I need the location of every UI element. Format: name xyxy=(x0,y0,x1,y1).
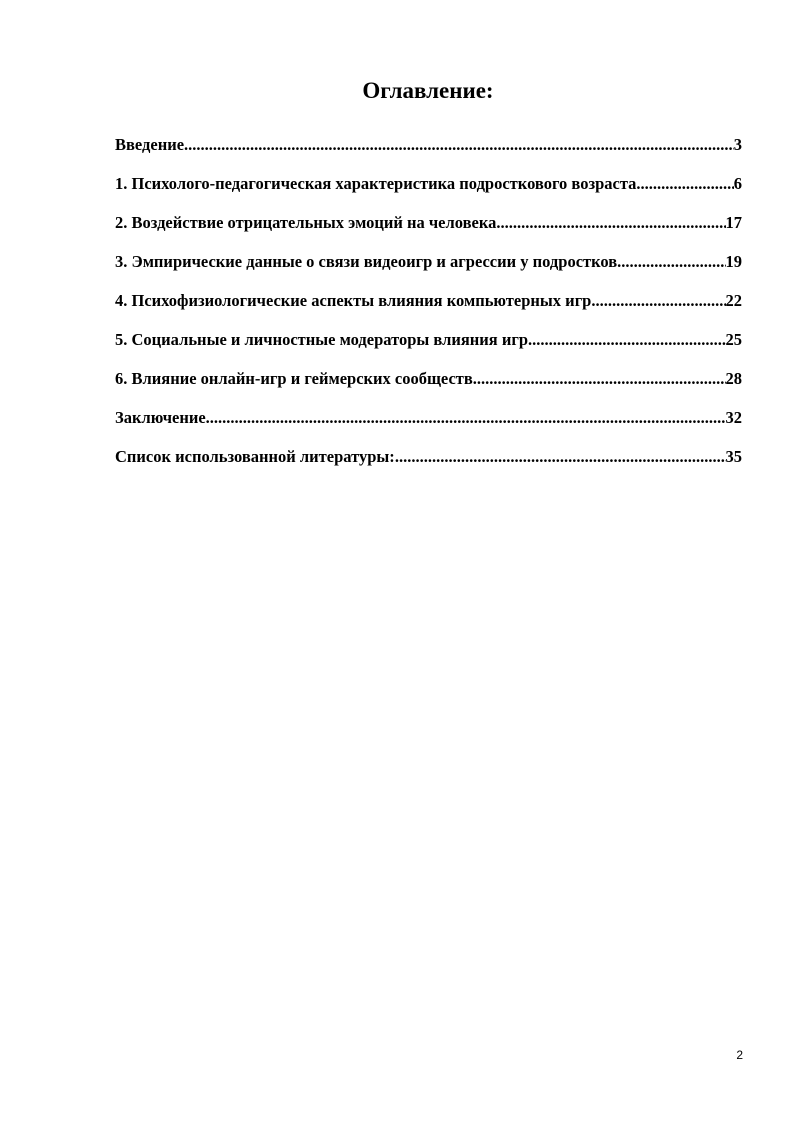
page-number: 2 xyxy=(736,1048,743,1062)
toc-entry-page: 25 xyxy=(725,330,742,349)
toc-dot-leader xyxy=(636,172,733,196)
toc-entry-chapter-4[interactable] xyxy=(115,289,742,328)
table-of-contents xyxy=(115,133,742,484)
toc-entry-page: 17 xyxy=(725,213,742,232)
toc-entry-page: 32 xyxy=(725,408,742,427)
toc-entry-references[interactable] xyxy=(115,445,742,484)
toc-entry-page: 19 xyxy=(725,252,742,271)
toc-entry-conclusion[interactable] xyxy=(115,406,742,445)
toc-entry-title: 6. Влияние онлайн-игр и геймерских сообществ xyxy=(115,369,473,388)
toc-dot-leader xyxy=(528,328,725,352)
toc-entry-page: 3 xyxy=(733,135,742,154)
toc-entry-title: 4. Психофизиологические аспекты влияния компьютерных игр xyxy=(115,291,592,310)
toc-dot-leader xyxy=(617,250,725,274)
page-title: Оглавление: xyxy=(362,78,494,103)
toc-entry-title: 5. Социальные и личностные модераторы влияния игр xyxy=(115,330,529,349)
toc-entry-introduction[interactable] xyxy=(115,133,742,172)
toc-entry-chapter-1[interactable] xyxy=(115,172,742,211)
toc-dot-leader xyxy=(184,133,734,157)
toc-dot-leader xyxy=(591,289,725,313)
toc-entry-page: 35 xyxy=(725,447,742,466)
toc-entry-chapter-2[interactable] xyxy=(115,211,742,250)
toc-dot-leader xyxy=(473,367,726,391)
toc-entry-chapter-5[interactable] xyxy=(115,328,742,367)
toc-entry-title: Заключение xyxy=(115,408,206,427)
toc-entry-title: 3. Эмпирические данные о связи видеоигр и агрессии у подростков xyxy=(115,252,618,271)
toc-dot-leader xyxy=(395,445,726,469)
toc-entry-page: 6 xyxy=(733,174,742,193)
toc-entry-chapter-6[interactable] xyxy=(115,367,742,406)
toc-entry-chapter-3[interactable] xyxy=(115,250,742,289)
toc-entry-title: 1. Психолого-педагогическая характеристика подросткового возраста xyxy=(115,174,637,193)
toc-dot-leader xyxy=(496,211,725,235)
toc-entry-title: Список использованной литературы: xyxy=(115,447,395,466)
toc-entry-title: Введение xyxy=(115,135,185,154)
toc-entry-page: 28 xyxy=(725,369,742,388)
toc-entry-page: 22 xyxy=(725,291,742,310)
toc-dot-leader xyxy=(206,406,726,430)
toc-entry-title: 2. Воздействие отрицательных эмоций на человека xyxy=(115,213,497,232)
